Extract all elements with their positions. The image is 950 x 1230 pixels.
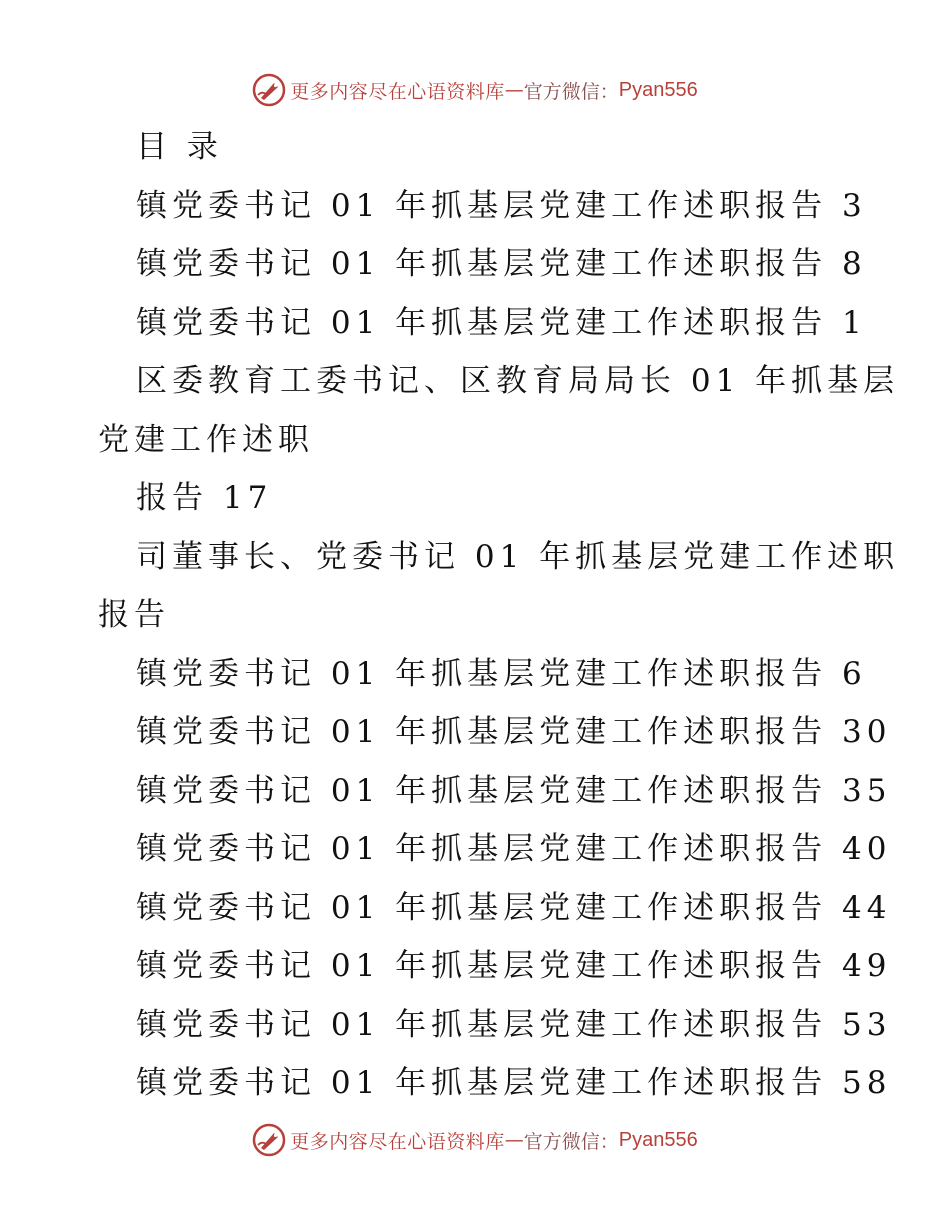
toc-content xyxy=(98,118,900,1113)
pen-nib-logo-icon xyxy=(252,73,286,107)
toc-line: 镇党委书记 01 年抓基层党建工作述职报告 3 xyxy=(136,187,867,224)
pen-nib-logo-icon xyxy=(252,1123,286,1157)
toc-line: 报告 17 xyxy=(136,480,273,516)
banner-wechat-label: 官方微信： xyxy=(523,1130,619,1153)
toc-line: 报告 xyxy=(98,597,170,633)
banner-site-text: 更多内容尽在心语资料库 xyxy=(290,80,505,103)
banner-dash: — xyxy=(504,79,524,101)
toc-title: 目 录 xyxy=(136,129,223,165)
toc-line: 镇党委书记 01 年抓基层党建工作述职报告 44 xyxy=(136,889,892,926)
toc-line: 镇党委书记 01 年抓基层党建工作述职报告 49 xyxy=(136,948,892,984)
toc-line: 党建工作述职 xyxy=(98,421,314,458)
banner-site-text: 更多内容尽在心语资料库 xyxy=(290,1130,505,1153)
toc-line: 区委教育工委书记、区教育局局长 01 年抓基层 xyxy=(136,363,900,399)
toc-line: 镇党委书记 01 年抓基层党建工作述职报告 6 xyxy=(136,655,867,692)
banner-wechat-id: Pyan556 xyxy=(618,78,698,101)
toc-line: 镇党委书记 01 年抓基层党建工作述职报告 8 xyxy=(136,246,867,282)
banner-dash: — xyxy=(504,1129,524,1151)
toc-line: 镇党委书记 01 年抓基层党建工作述职报告 53 xyxy=(136,1006,892,1043)
toc-line: 镇党委书记 01 年抓基层党建工作述职报告 30 xyxy=(136,714,892,750)
footer-banner xyxy=(0,1120,950,1160)
toc-line: 镇党委书记 01 年抓基层党建工作述职报告 1 xyxy=(136,304,867,341)
toc-line: 镇党委书记 01 年抓基层党建工作述职报告 40 xyxy=(136,831,892,867)
banner-wechat-label: 官方微信： xyxy=(523,80,619,103)
toc-line: 镇党委书记 01 年抓基层党建工作述职报告 35 xyxy=(136,772,892,809)
toc-line: 司董事长、党委书记 01 年抓基层党建工作述职 xyxy=(136,538,900,575)
toc-list xyxy=(98,177,900,1113)
toc-line: 镇党委书记 01 年抓基层党建工作述职报告 58 xyxy=(136,1065,892,1101)
header-banner xyxy=(0,70,950,110)
banner-wechat-id: Pyan556 xyxy=(618,1128,698,1151)
